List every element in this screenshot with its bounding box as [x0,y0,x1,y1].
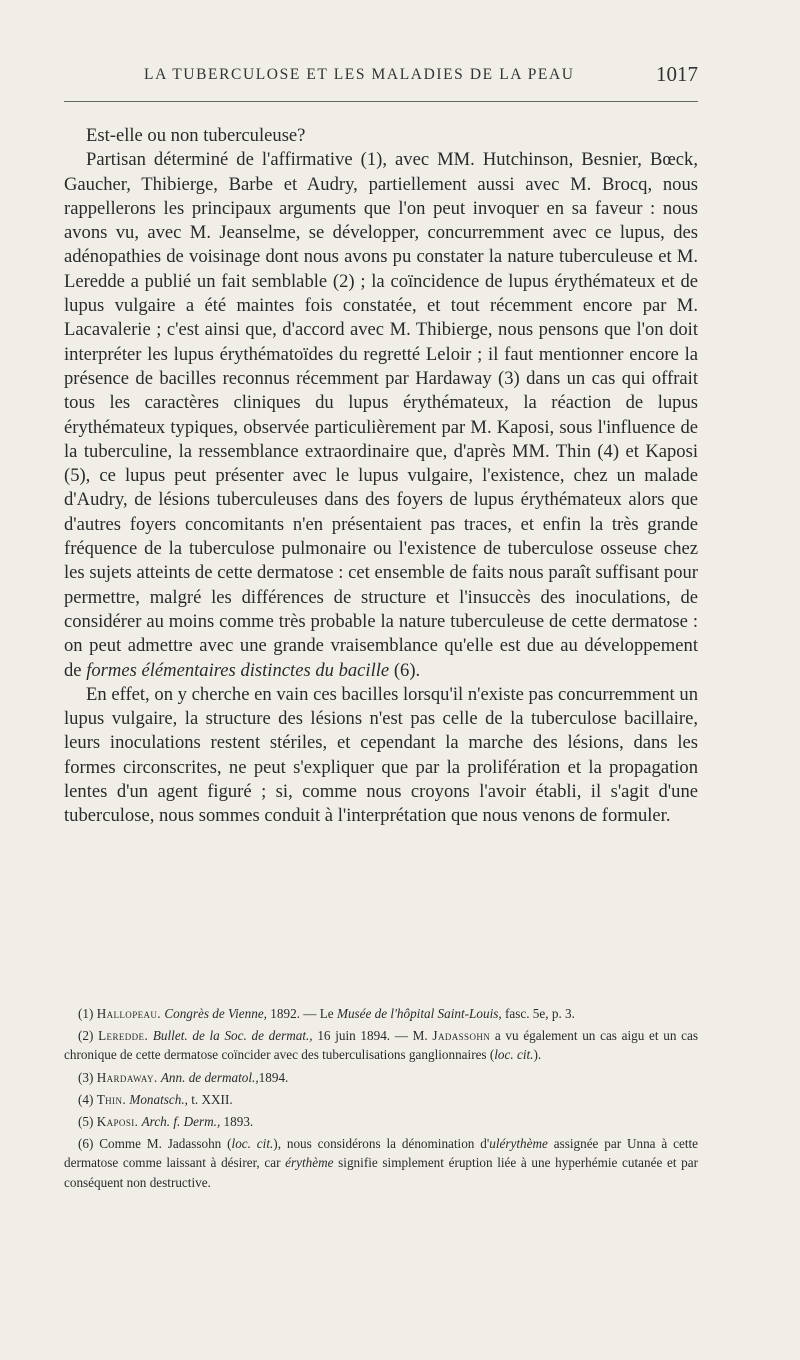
footnote-number: (6) [78,1136,94,1152]
footnote-author: Kaposi. [96,1114,139,1130]
paragraph-1-text: Est-elle ou non tuberculeuse? [86,125,306,146]
footnote-text: 1892. — Le [270,1006,334,1021]
running-title: LA TUBERCULOSE ET LES MALADIES DE LA PEAU [144,66,575,83]
footnote-number: (4) [78,1091,94,1107]
paragraph-3-text: En effet, on y cherche en vain ces bacilles lorsqu'il n'existe pas concurremment un lupus vulgaire, la structure des lésions n'est pas celle de la tuberculose bacillaire, leurs inoculations restent stériles, et cependant la marche des lésions, dans les formes circonscrites, ne peut s'expliquer que par la prolifération et la propagation lentes d'un agent figuré ; si, comme nous croyons l'avoir établi, il s'agit d'une tuberculose, nous sommes conduit à l'interprétation que nous venons de formuler. [64,683,698,827]
footnote-number: (1) [78,1006,94,1021]
footnote-author: Leredde. [98,1028,149,1044]
footnote-text: assignée par Unna à cette dermatose comme laissant à désirer, car [64,1136,699,1171]
footnote-work: Monatsch., [129,1091,188,1107]
footnote-work: Congrès de Vienne, [164,1006,267,1021]
footnote-work: Ann. de dermatol., [160,1069,259,1085]
paragraph-2-text: Partisan déterminé de l'affirmative (1), avec MM. Hutchinson, Besnier, Bœck, Gaucher, Thibierge, Barbe et Audry, partiellement aussi avec M. Brocq, nous rappellerons les principaux arguments que l'on peut invoquer en sa faveur : nous avons vu, avec M. Jeanselme, se développer, concurremment avec ce lupus, des adénopathies de voisinage dont nous avons pu constater la nature tuberculeuse et M. Leredde a publié un fait semblable (2) ; la coïncidence de lupus érythémateux et de lupus vulgaire a été maintes fois constatée, et tout récemment encore par M. Lacavalerie ; c'est ainsi que, d'accord avec M. Thibierge, nous pensons que l'on doit interpréter les lupus érythématoïdes du regretté Leloir ; il faut mentionner encore la présence de bacilles reconnus récemment par Hardaway (3) dans un cas qui offrait tous les caractères cliniques du lupus érythémateux, la réaction de lupus érythémateux typiques, observée particulièrement par M. Kaposi, sous l'influence de la tuberculine, la ressemblance extraordinaire que, d'après MM. Thin (4) et Kaposi (5), ce lupus peut présenter avec le lupus vulgaire, l'existence, chez un malade d'Audry, de lésions tuberculeuses dans des foyers de lupus érythémateux alors que d'autres foyers concomitants n'en présentaient pas traces, et enfin la très grande fréquence de la tuberculose pulmonaire ou l'existence de tuberculose osseuse chez les sujets atteints de cette dermatose : cet ensemble de faits nous paraît suffisant pour permettre, malgré les différences de structure et l'insuccès des inoculations, de considérer au moins comme très probable la nature tuberculeuse de cette dermatose : on peut admettre avec une grande vraisemblance qu'elle est due au développement de [64,149,698,681]
footnote-text: ). [533,1047,542,1063]
footnote-author: Thin. [96,1091,127,1107]
paragraph-2 [64,148,698,683]
footnote-loc: loc. cit. [494,1047,534,1063]
footnote-5 [64,1112,698,1131]
header-rule [64,101,698,102]
page-number: 1017 [656,62,698,86]
paragraph-2-italic: formes élémentaires distinctes du bacille [86,659,390,681]
footnote-text: 1893. [223,1114,254,1130]
footnote-loc: loc. cit. [231,1136,274,1152]
footnote-number: (3) [78,1069,94,1085]
paragraph-1 [64,124,698,148]
paragraph-2-end: (6). [393,659,421,681]
footnote-text: signifie simplement éruption liée à une hyperhémie cutanée et par conséquent non destructive. [64,1155,698,1190]
footnote-author: Hallopeau. [96,1006,162,1021]
footnote-6 [64,1134,698,1192]
footnote-1 [64,1004,698,1023]
page-header [64,62,698,98]
footnote-text: 1894. [258,1069,289,1085]
footnote-author: Jadassohn [432,1028,491,1044]
footnote-3 [64,1068,698,1087]
footnotes [64,1004,698,1195]
footnote-work: Arch. f. Derm., [141,1114,221,1130]
footnote-text: 16 juin 1894. — M. [317,1028,428,1044]
paragraph-3 [64,683,698,829]
footnote-work: Musée de l'hôpital Saint-Louis, [336,1006,502,1021]
footnote-text: ), nous considérons la dénomination d' [273,1136,490,1152]
footnote-term: érythème [285,1155,334,1171]
footnote-4 [64,1090,698,1109]
footnote-2 [64,1026,698,1064]
footnote-number: (2) [78,1028,94,1044]
footnote-author: Hardaway. [96,1069,158,1085]
main-text [64,124,698,829]
footnote-text: fasc. 5e, p. 3. [504,1006,575,1021]
footnote-text: Comme M. Jadassohn ( [99,1136,232,1152]
footnote-text: t. XXII. [191,1091,233,1107]
footnote-term: ulérythème [489,1136,548,1152]
footnote-number: (5) [78,1114,94,1130]
footnote-work: Bullet. de la Soc. de dermat., [152,1028,313,1044]
footnote-text: a vu également un cas aigu et un cas chronique de cette dermatose coïncider avec des tuberculisations ganglionnaires ( [64,1028,698,1063]
